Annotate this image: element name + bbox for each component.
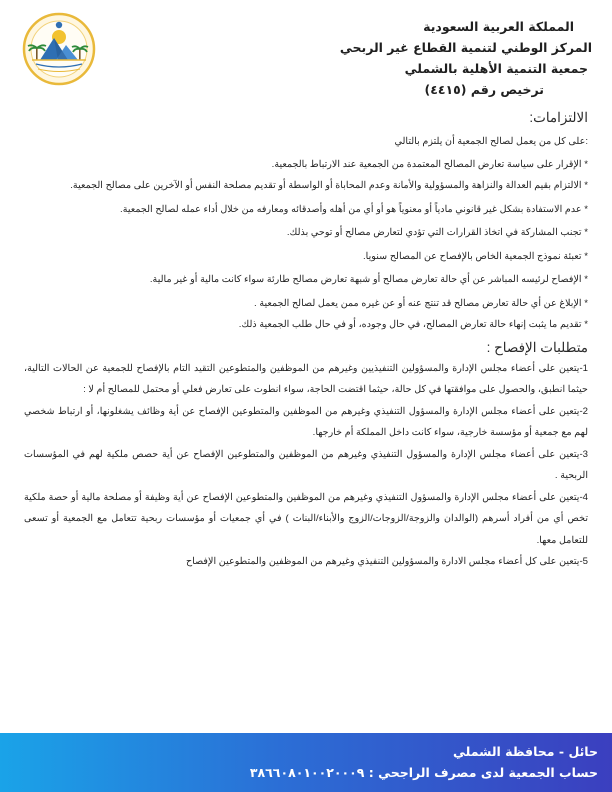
obligation-item: * الإبلاغ عن أي حالة تعارض مصالح قد تنتج عنه أو عن غيره ممن يعمل لصالح الجمعية . [253,297,588,309]
policy-content [24,108,588,573]
disclosure-item: 5-يتعين على كل أعضاء مجلس الادارة والمسؤولين التنفيذي وغيرهم من الموظفين والمتطوعين الإفصاح [185,556,588,567]
obligation-item: * تقديم ما يثبت إنهاء حالة تعارض المصالح، في حال وجوده، أو في حال طلب الجمعية ذلك. [238,319,588,330]
footer-band [0,733,612,792]
header-center: المركز الوطني لتنمية القطاع غير الربحي [339,40,592,55]
obligation-item: * الإقرار على سياسة تعارض المصالح المعتمدة من الجمعية عند الارتباط بالجمعية. [271,158,588,170]
footer-bank-account: حساب الجمعية لدى مصرف الراجحي : ٣٨٦٦٠٨٠١٠٠٢٠٠٠٩ [249,765,598,780]
disclosure-title: متطلبات الإفصاح : [486,339,588,355]
obligation-item: * الإفصاح لرئيسه المباشر عن أي حالة تعارض مصالح أو شبهة تعارض مصالح طارئة سواء كانت مالية أو غير مالية. [149,274,588,285]
obligation-item: * تعبئة نموذج الجمعية الخاص بالإفصاح عن المصالح سنويا. [363,250,588,262]
disclosure-item: 2-يتعين على أعضاء مجلس الإدارة والمسؤول التنفيذي وغيرهم من الموظفين والمتطوعين الإفصاح عن أية وظائف يشغلونها، أو ارتباط شخصي لهم مع جمعية أو مؤسسة خارجية، سواء كانت داخل المملكة أم خارجها. [24,405,588,438]
disclosure-item: 1-يتعين على أعضاء مجلس الإدارة والمسؤولين التنفيذيين وغيرهم من الموظفين والمتطوعين التقيد التام بالإفصاح للجمعية عن الحالات التالية، حيثما انطبق، والحصول على موافقتها في كل حالة، حيثما اقتضت الحاجة، سواء انطوت على تعارض فعلي أو محتمل للمصالح أم لا : [24,362,588,395]
obligations-title: الالتزامات: [529,110,588,125]
letterhead [162,16,592,100]
obligation-item: * الالتزام بقيم العدالة والنزاهة والمسؤولية والأمانة وعدم المحاباة أو الواسطة أو تقديم مصلحة النفس أو الآخرين على مصالح الجمعية. [70,180,588,191]
footer-text [18,741,598,783]
obligations-intro: :على كل من يعمل لصالح الجمعية أن يلتزم بالتالي [394,136,588,147]
pyramids-palm-logo-icon [22,12,96,86]
disclosure-item: 3-يتعين على أعضاء مجلس الإدارة والمسؤول التنفيذي وغيرهم من الموظفين والمتطوعين الإفصاح عن أية حصص ملكية لهم في المؤسسات الربحية . [24,448,588,481]
obligation-item: * تجنب المشاركة في اتخاذ القرارات التي تؤدي لتعارض مصالح أو توحي بذلك. [286,227,588,238]
header-country: المملكة العربية السعودية [423,19,574,34]
header-association: جمعية التنمية الأهلية بالشملي [404,61,588,76]
organization-logo [22,12,96,86]
footer-location: حائل - محافظة الشملي [452,744,598,759]
obligation-item: * عدم الاستفادة بشكل غير قانوني مادياً أو معنوياً هو أو أي من أهله وأصدقائه ومعارفه من خلال أداء عمله لصالح الجمعية. [120,203,588,215]
header-license: ترخيص رقم (٤٤١٥) [424,82,544,97]
disclosure-item: 4-يتعين على أعضاء مجلس الإدارة والمسؤول التنفيذي وغيرهم من الموظفين والمتطوعين الإفصاح عن أية وظيفة أو مصلحة مالية أو حصة ملكية تخص أي من أفراد أسرهم (الوالدان والزوجة/الزوجات/الزوج والأبناء/البنات ) في أي جمعيات أو مؤسسات ربحية تتعامل مع الجمعية أو تسعى للتعامل معها. [24,491,588,546]
